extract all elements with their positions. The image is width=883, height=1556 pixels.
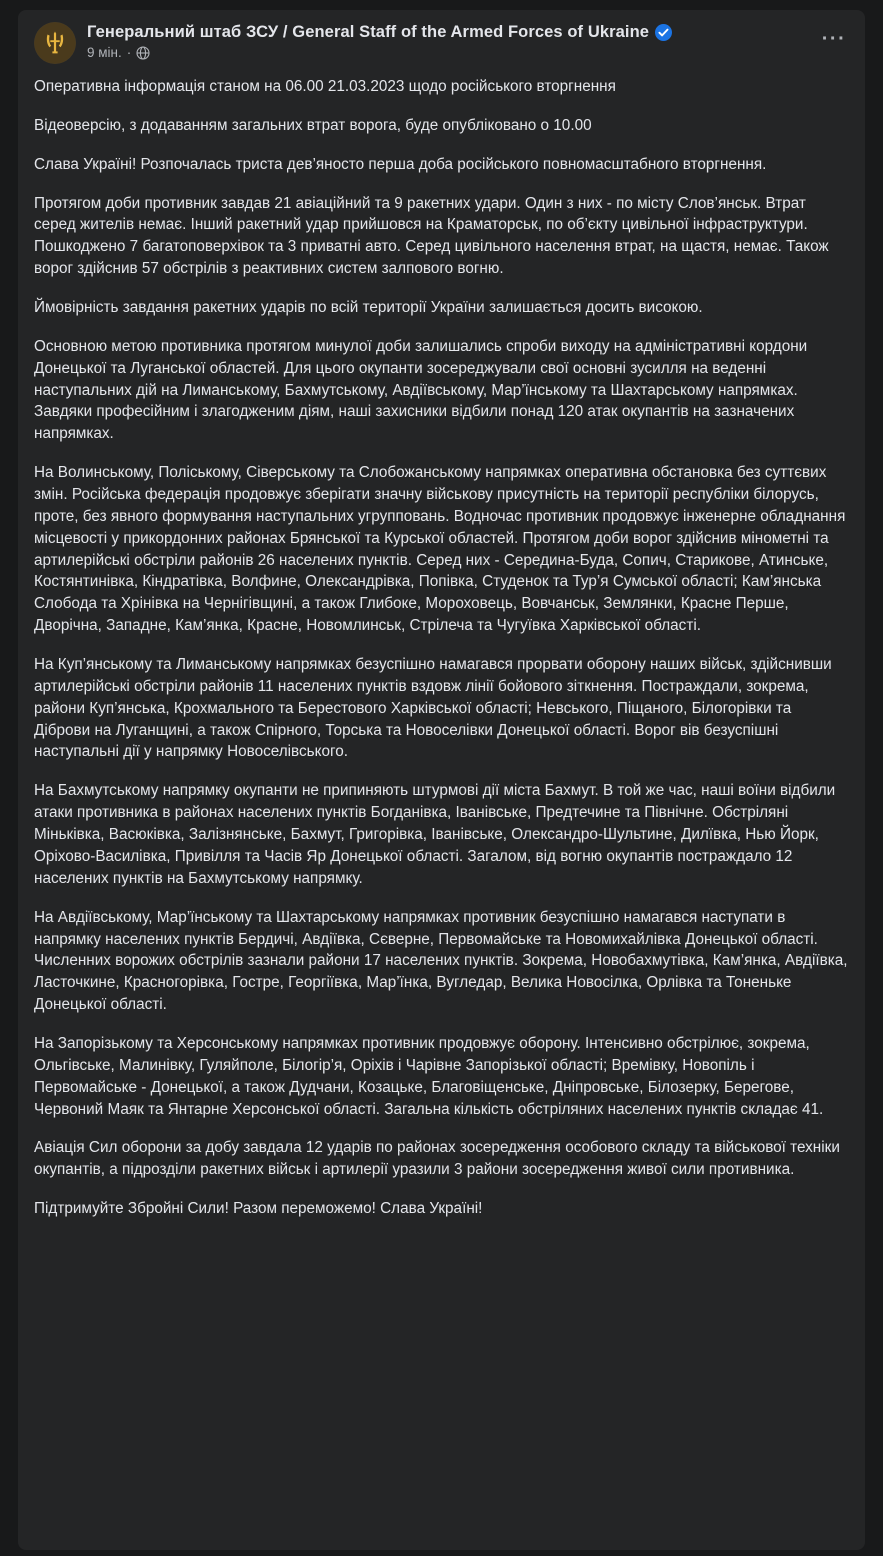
post-header-text [87, 22, 849, 60]
post-paragraph: На Запорізькому та Херсонському напрямках противник продовжує оборону. Інтенсивно обстрілює, зокрема, Ольгівське, Малинівку, Гуляйполе, Білогір’я, Оріхів і Чарівне Запорізької області; Времівку, Новопіль і Первомайське - Донецької, а також Дудчани, Козацьке, Благовіщенське, Дніпровське, Білозерку, Берегове, Червоний Маяк та Янтарне Херсонської області. Загальна кількість обстріляних населених пунктів складає 41. [34, 1034, 824, 1118]
post-paragraph: На Волинському, Поліському, Сіверському та Слобожанському напрямках оперативна обстановка без суттєвих змін. Російська федерація продовжує зберігати значну військову присутність на території республіки білорусь, проте, без явного формування наступальних угрупповань. Водночас противник продовжує інженерне обладнання місцевості у прикордонних районах Брянської та Курської областей. Протягом доби ворог здійснив мінометні та артилерійські обстріли районів 26 населених пунктів. Серед них - Середина-Буда, Сопич, Старикове, Атинське, Костянтинівка, Кіндратівка, Волфине, Олександрівка, Попівка, Студенок та Тур’я Сумської області; Кам’янська Слобода та Хрінівка на Чернігівщині, а також Глибоке, Мороховець, Вовчанськ, Землянки, Красне Перше, Дворічна, Западне, Кам’янка, Красне, Новомлинськ, Стрілеча та Чугуївка Харківської області. [34, 464, 846, 635]
post-timestamp[interactable]: 9 мін. [87, 45, 122, 60]
post-header [34, 22, 849, 70]
post-paragraph: Ймовірність завдання ракетних ударів по всій території України залишається досить високою. [34, 299, 703, 317]
post-paragraph: Оперативна інформація станом на 06.00 21.03.2023 щодо російського вторгнення [34, 78, 616, 95]
verified-badge-icon [655, 24, 672, 41]
post-paragraph: Протягом доби противник завдав 21 авіаційний та 9 ракетних удари. Один з них - по місту Слов’янськ. Втрат серед жителів немає. Інший ракетний удар прийшовся на Краматорськ, по об’єкту цивільної інфраструктури. Пошкоджено 7 багатоповерхівок та 3 приватні авто. Серед цивільного населення втрат, на щастя, немає. Також ворог здійснив 57 обстрілів з реактивних систем залпового вогню. [34, 194, 829, 278]
ukraine-trident-emblem [34, 22, 76, 64]
post-paragraph: Підтримуйте Збройні Сили! Разом переможемо! Слава Україні! [34, 1200, 483, 1218]
post-paragraph: Відеоверсію, з додаванням загальних втрат ворога, буде опубліковано о 10.00 [34, 116, 592, 134]
page-name-row [87, 23, 849, 42]
post-meta [87, 45, 849, 60]
avatar[interactable] [34, 22, 76, 64]
post-card [18, 10, 865, 1550]
post-paragraph: На Авдіївському, Мар’їнському та Шахтарському напрямках противник безуспішно намагався наступати в напрямку населених пунктів Бердичі, Авдіївка, Сєверне, Первомайське та Новомихайлівка Донецької області. Численних ворожих обстрілів зазнали райони 17 населених пунктів. Зокрема, Новобахмутівка, Кам’янка, Авдіївка, Ласточкине, Красногорівка, Гостре, Георгіївка, Мар’їнка, Вугледар, Велика Новосілка, Орлівка та Тоненьке Донецької області. [34, 908, 848, 1014]
post-options-label: ··· [821, 27, 847, 50]
post-paragraph: Слава Україні! Розпочалась триста дев’яносто перша доба російського повномасштабного вторгнення. [34, 155, 767, 173]
post-paragraph: Авіація Сил оборони за добу завдала 12 ударів по районах зосередження особового складу та військової техніки окупантів, а підрозділи ракетних військ і артилерії уразили 3 райони зосередження живої сили противника. [34, 1139, 840, 1179]
page-name[interactable]: Генеральний штаб ЗСУ / General Staff of the Armed Forces of Ukraine [87, 23, 650, 41]
post-paragraph: Основною метою противника протягом минулої доби залишались спроби виходу на адміністративні кордони Донецької та Луганської областей. Для цього окупанти зосереджували свої основні зусилля на веденні наступальних дій на Лиманському, Бахмутському, Авдіївському, Мар’їнському та Шахтарському напрямках. Завдяки професійним і злагодженим діям, наші захисники відбили понад 120 атак окупантів на зазначених напрямках. [34, 337, 808, 443]
post-options-button[interactable] [817, 26, 851, 60]
post-body [34, 70, 849, 1220]
globe-icon[interactable] [136, 46, 150, 60]
meta-separator: · [126, 44, 132, 60]
post-paragraph: На Бахмутському напрямку окупанти не припиняють штурмові дії міста Бахмут. В той же час, наші воїни відбили атаки противника в районах населених пунктів Богданівка, Іванівське, Предтечине та Північне. Обстріляні Міньківка, Васюківка, Залізнянське, Бахмут, Григорівка, Іванівське, Олександро-Шультине, Дилївка, Нью Йорк, Оріхово-Василівка, Привілля та Часів Яр Донецької області. Загалом, від вогню окупантів постраждало 12 населених пунктів на Бахмутському напрямку. [34, 782, 836, 887]
post-paragraph: На Куп’янському та Лиманському напрямках безуспішно намагався прорвати оборону наших військ, здійснивши артилерійські обстріли районів 11 населених пунктів вздовж лінії бойового зіткнення. Постраждали, зокрема, райони Куп’янська, Крохмального та Берестового Харківської області; Невського, Піщаного, Білогорівки та Діброви на Луганщині, а також Спірного, Торська та Новоселівки Донецької області. Ворог вів безуспішні наступальні дії у напрямку Новоселівського. [34, 656, 832, 761]
